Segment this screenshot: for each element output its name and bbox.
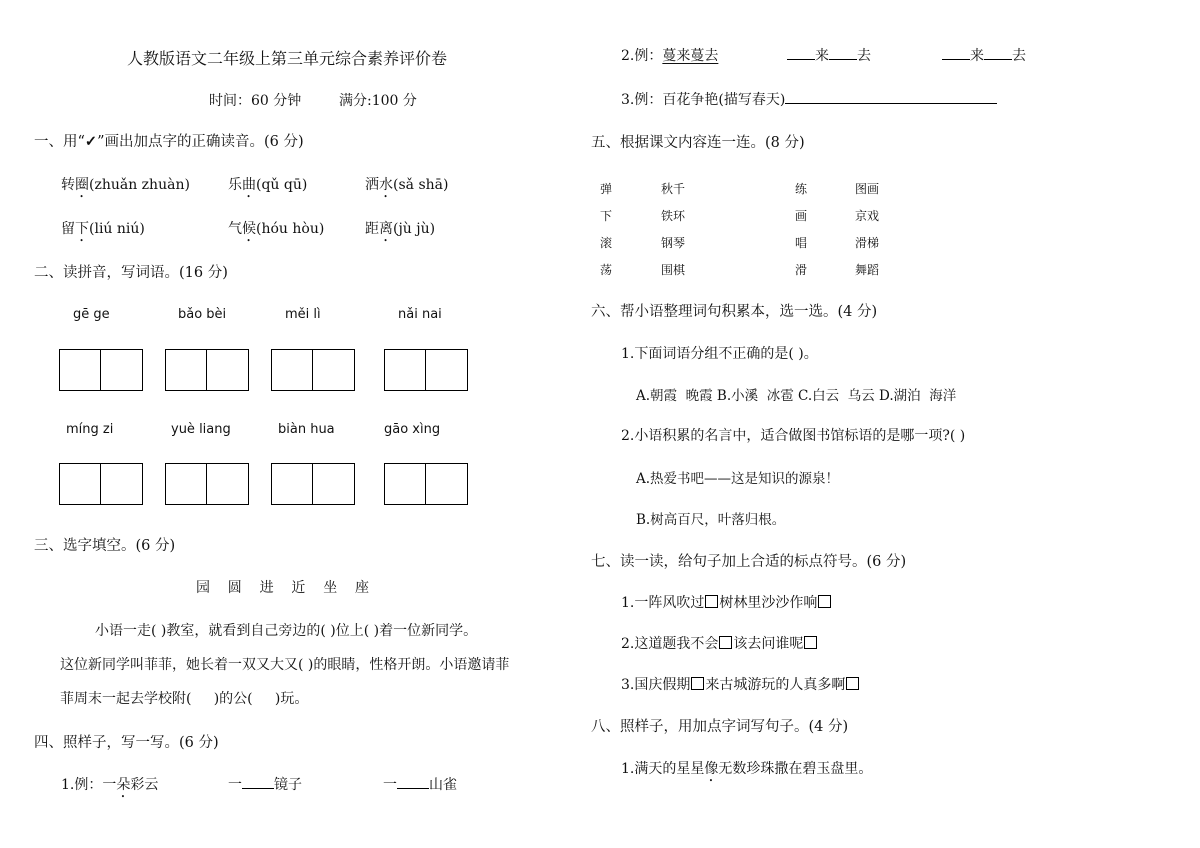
s5-col4-2: 京戏 xyxy=(855,209,880,223)
exam-score: 满分:100 分 xyxy=(339,93,417,109)
s1-item-4: 留下(liú niú) xyxy=(61,221,145,237)
s5-col4-4: 舞蹈 xyxy=(855,263,880,277)
s5-col1-3: 滚 xyxy=(600,236,613,250)
section-6-title: 六、帮小语整理词句积累本，选一选。(4 分) xyxy=(591,304,878,320)
section-8-title: 八、照样子，用加点字词写句子。(4 分) xyxy=(591,719,849,735)
s4-example-3: 3.例：百花争艳(描写春天) xyxy=(621,89,997,109)
s5-col1-4: 荡 xyxy=(600,263,613,277)
s3-choice-chars: 园 圆 进 近 坐 座 xyxy=(196,580,370,596)
answer-blank[interactable] xyxy=(397,774,429,789)
writing-grid-6[interactable] xyxy=(165,463,249,505)
pinyin-6: yuè liang xyxy=(171,422,231,437)
section-1-title: 一、用“✓”画出加点字的正确读音。(6 分) xyxy=(34,133,304,150)
answer-blank[interactable] xyxy=(942,45,970,60)
punctuation-box[interactable] xyxy=(818,595,831,608)
s3-line-1: 小语一走( )教室，就看到自己旁边的( )位上( )着一位新同学。 xyxy=(95,623,478,639)
answer-blank[interactable] xyxy=(785,89,997,104)
s5-col4-3: 滑梯 xyxy=(855,236,880,250)
pinyin-7: biàn hua xyxy=(278,422,335,437)
s5-col2-3: 钢琴 xyxy=(661,236,686,250)
writing-grid-7[interactable] xyxy=(271,463,355,505)
pinyin-1: gē ge xyxy=(73,307,110,322)
writing-grid-4[interactable] xyxy=(384,349,468,391)
pinyin-8: gāo xìng xyxy=(384,422,441,437)
s5-col3-1: 练 xyxy=(795,182,808,196)
s7-sentence-3: 3.国庆假期 来古城游玩的人真多啊 xyxy=(621,674,860,694)
s3-line-3: 菲周末一起去学校附( )的公( )玩。 xyxy=(60,691,309,707)
s6-question-1: 1.下面词语分组不正确的是( )。 xyxy=(621,346,818,362)
page-title: 人教版语文二年级上第三单元综合素养评价卷 xyxy=(127,49,448,68)
s5-col3-3: 唱 xyxy=(795,236,808,250)
s1-item-2: 乐曲(qǔ qū) xyxy=(228,177,308,193)
writing-grid-8[interactable] xyxy=(384,463,468,505)
writing-grid-1[interactable] xyxy=(59,349,143,391)
pinyin-5: míng zi xyxy=(66,422,114,437)
s6-q1-options: A.朝霞 晚霞 B.小溪 冰雹 C.白云 乌云 D.湖泊 海洋 xyxy=(636,388,957,404)
answer-blank[interactable] xyxy=(984,45,1012,60)
s5-col3-4: 滑 xyxy=(795,263,808,277)
s6-question-2: 2.小语积累的名言中，适合做图书馆标语的是哪一项?( ) xyxy=(621,428,966,444)
punctuation-box[interactable] xyxy=(691,677,704,690)
s5-col1-2: 下 xyxy=(600,209,613,223)
s1-item-3: 洒水(sǎ shā) xyxy=(365,177,449,193)
s3-line-2: 这位新同学叫菲菲，她长着一双又大又( )的眼睛，性格开朗。小语邀请菲 xyxy=(60,657,510,673)
section-5-title: 五、根据课文内容连一连。(8 分) xyxy=(591,135,805,151)
s5-col2-4: 围棋 xyxy=(661,263,686,277)
s5-col4-1: 图画 xyxy=(855,182,880,196)
s1-item-5: 气候(hóu hòu) xyxy=(228,221,325,237)
s6-q2-option-a: A.热爱书吧——这是知识的源泉！ xyxy=(636,471,840,487)
punctuation-box[interactable] xyxy=(705,595,718,608)
s7-sentence-2: 2.这道题我不会 该去问谁呢 xyxy=(621,633,818,653)
answer-blank[interactable] xyxy=(787,45,815,60)
section-7-title: 七、读一读，给句子加上合适的标点符号。(6 分) xyxy=(591,554,907,570)
s1-item-6: 距离(jù jù) xyxy=(365,221,436,237)
punctuation-box[interactable] xyxy=(804,636,817,649)
writing-grid-2[interactable] xyxy=(165,349,249,391)
exam-time: 时间：60 分钟 xyxy=(209,93,302,109)
s5-col2-1: 秋千 xyxy=(661,182,686,196)
s5-col2-2: 铁环 xyxy=(661,209,686,223)
s4-example-1: 1.例：一朵彩云 xyxy=(61,777,159,793)
s4-example-2: 2.例：蔓来蔓去 xyxy=(621,48,719,64)
s5-col1-1: 弹 xyxy=(600,182,613,196)
section-2-title: 二、读拼音，写词语。(16 分) xyxy=(34,265,228,281)
punctuation-box[interactable] xyxy=(846,677,859,690)
s4-blank-2: 一 山雀 xyxy=(383,774,457,794)
s4-blank-3: 来 去 xyxy=(787,45,871,65)
pinyin-4: nǎi nai xyxy=(398,307,442,322)
s4-blank-1: 一 镜子 xyxy=(228,774,302,794)
section-4-title: 四、照样子，写一写。(6 分) xyxy=(34,735,219,751)
answer-blank[interactable] xyxy=(242,774,274,789)
answer-blank[interactable] xyxy=(829,45,857,60)
s7-sentence-1: 1.一阵风吹过 树林里沙沙作响 xyxy=(621,592,832,612)
pinyin-2: bǎo bèi xyxy=(178,307,227,322)
writing-grid-5[interactable] xyxy=(59,463,143,505)
s6-q2-option-b: B.树高百尺，叶落归根。 xyxy=(636,512,786,528)
s4-blank-4: 来 去 xyxy=(942,45,1026,65)
s8-example-1: 1.满天的星星像无数珍珠撒在碧玉盘里。 xyxy=(621,761,873,777)
writing-grid-3[interactable] xyxy=(271,349,355,391)
s5-col3-2: 画 xyxy=(795,209,808,223)
s1-item-1: 转圈(zhuǎn zhuàn) xyxy=(61,177,190,193)
section-3-title: 三、选字填空。(6 分) xyxy=(34,538,176,554)
pinyin-3: měi lì xyxy=(285,307,321,322)
punctuation-box[interactable] xyxy=(719,636,732,649)
check-mark-icon: ✓ xyxy=(84,133,98,150)
